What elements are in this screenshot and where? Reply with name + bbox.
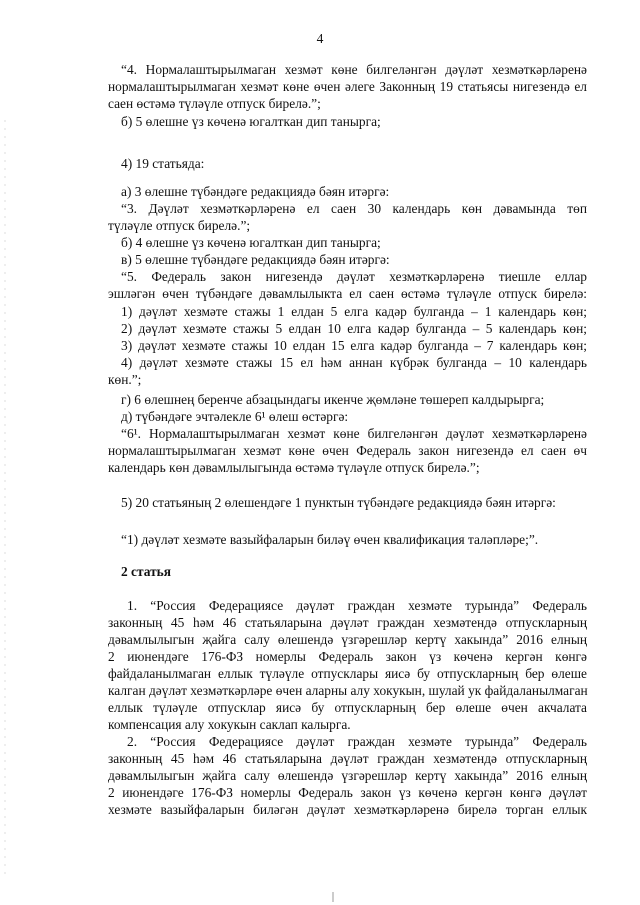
text-line: 2 июнендәге 176-ФЗ номерлы Федераль закон үз көченә кергән көнгә дәүләт <box>108 785 587 800</box>
text-line: калган дәүләт хезмәткәрләре өчен аларны алу хокукын, шулай ук файдаланылмаган <box>108 683 588 698</box>
text-line: 1) дәүләт хезмәте стажы 1 елдан 5 елга кадәр булганда – 1 календарь көн; <box>121 304 587 319</box>
text-line: “4. Нормалаштырылмаган хезмәт көне билгеләнгән дәүләт хезмәткәрләренә <box>121 62 587 77</box>
text-line: “5. Федераль закон нигезендә дәүләт хезмәткәрләренә тиешле еллар <box>121 269 587 284</box>
text-line: 4) 19 статьяда: <box>121 156 205 171</box>
text-line: көн.”; <box>108 372 142 387</box>
text-line: “1) дәүләт хезмәте вазыйфаларын биләү өчен квалификация таләпләре;”. <box>121 532 539 547</box>
text-line: б) 4 өлешне үз көченә югалткан дип танырга; <box>121 235 381 250</box>
text-line: 2 июнендәге 176-ФЗ номерлы Федераль закон үз көченә кергән көнгә <box>108 649 587 664</box>
text-line: нормалаштырылмаган хезмәт көне өчен Федераль закон нигезендә ел саен өч <box>108 443 587 458</box>
text-line: саен өстәмә түләүле отпуск бирелә.”; <box>108 96 321 111</box>
text-line: еллык түләүле отпусклар яисә бу отпускларның бер өлеше өчен акчалата <box>108 700 587 715</box>
text-line: 4) дәүләт хезмәте стажы 15 ел һәм аннан күбрәк булганда – 10 календарь <box>121 355 587 370</box>
text-line: хезмәте вазыйфаларын биләгән дәүләт хезмәткәрләренә бирелә торган еллык <box>108 802 587 817</box>
text-line: дәвамлылыгын җайга салу өлешендә үзгәрешләр кертү хакында” 2016 елның <box>108 632 587 647</box>
page-number: 4 <box>316 31 324 46</box>
text-line: эшләгән өчен түбәндәге дәвамлылыкта ел саен өстәмә түләүле отпуск бирелә: <box>108 286 587 301</box>
text-line: түләүле отпуск бирелә.”; <box>108 218 251 233</box>
text-line: 5) 20 статьяның 2 өлешендәге 1 пунктын түбәндәге редакциядә бәян итәргә: <box>121 495 556 510</box>
text-line: нормалаштырылмаган хезмәт көне өчен әлеге Законның 19 статьясы нигезендә ел <box>108 79 587 94</box>
text-line: д) түбәндәге эчтәлекле 6¹ өлеш өстәргә: <box>121 409 349 424</box>
text-line: б) 5 өлешне үз көченә югалткан дип танырга; <box>121 114 381 129</box>
text-line: “6¹. Нормалаштырылмаган хезмәт көне билгеләнгән дәүләт хезмәткәрләренә <box>121 426 587 441</box>
text-line: “3. Дәүләт хезмәткәрләренә ел саен 30 календарь көн дәвамында төп <box>121 201 587 216</box>
text-line: компенсация алу хокукын саклап калырга. <box>108 717 351 732</box>
text-line: г) 6 өлешнең беренче абзацындагы икенче җөмләне төшереп калдырырга; <box>121 392 545 407</box>
text-line: дәвамлылыгын җайга салу өлешендә үзгәрешләр кертү хакында” 2016 елның <box>108 768 587 783</box>
text-line: законның 45 һәм 46 статьяларына дәүләт граждан хезмәтендә отпускларның <box>108 615 587 630</box>
text-line: 2. “Россия Федерациясе дәүләт граждан хезмәте турында” Федераль <box>127 734 587 749</box>
text-line: 3) дәүләт хезмәте стажы 10 елдан 15 елга кадәр булганда – 7 календарь көн; <box>121 338 587 353</box>
text-line: 2) дәүләт хезмәте стажы 5 елдан 10 елга кадәр булганда – 5 календарь көн; <box>121 321 587 336</box>
text-line: 1. “Россия Федерациясе дәүләт граждан хезмәте турында” Федераль <box>127 598 587 613</box>
text-line: а) 3 өлешне түбәндәге редакциядә бәян итәргә: <box>121 184 390 199</box>
text-line: 2 статья <box>121 564 171 579</box>
text-line: календарь көн дәвамлылыгында өстәмә түләүле отпуск бирелә.”; <box>108 460 480 475</box>
text-line: в) 5 өлешне түбәндәге редакциядә бәян итәргә: <box>121 252 390 267</box>
text-line: файдаланылмаган еллык түләүле отпусклары яисә бу отпускларның бер өлеше <box>108 666 587 681</box>
text-line: законның 45 һәм 46 статьяларына дәүләт граждан хезмәтендә отпускларның <box>108 751 587 766</box>
